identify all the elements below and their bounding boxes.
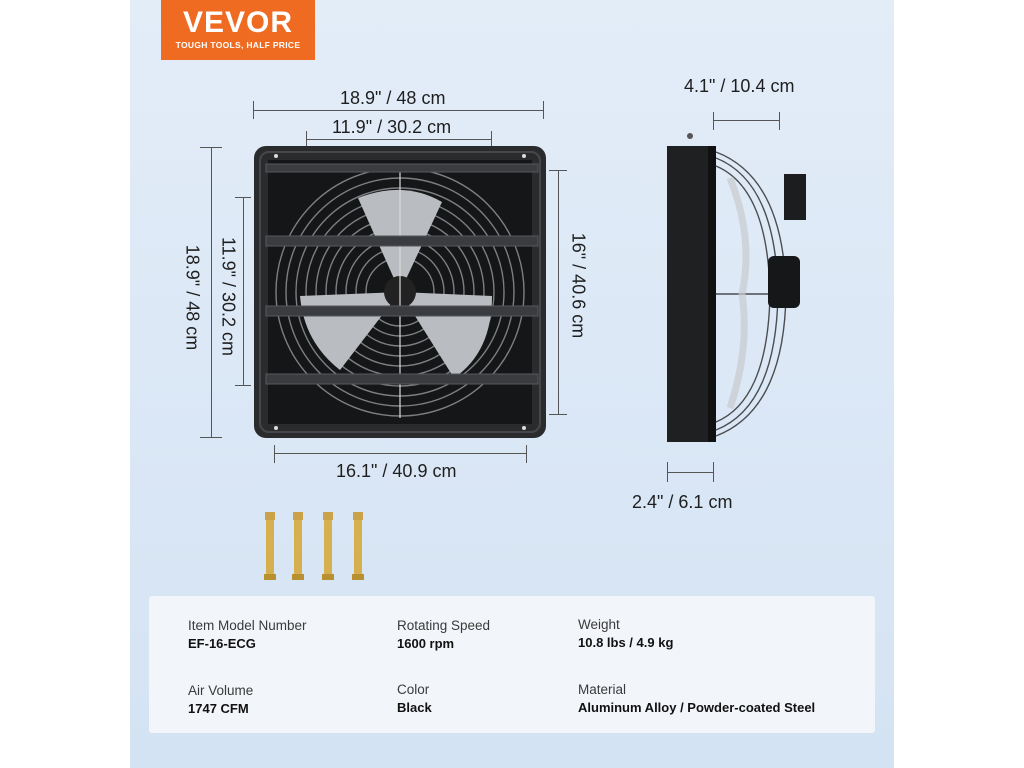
spec-value: 10.8 lbs / 4.9 kg: [578, 635, 674, 650]
spec-air-volume: [188, 682, 253, 718]
dim-total-height-label: 18.9" / 48 cm: [182, 244, 203, 351]
spec-label: Color: [397, 682, 430, 697]
anchor-bolt: [352, 512, 364, 580]
dim-side-depth-top-label: 4.1" / 10.4 cm: [684, 76, 795, 96]
dim-tick: [667, 462, 668, 482]
dim-tick: [526, 445, 527, 463]
spec-weight: [578, 616, 673, 652]
dim-tick: [306, 131, 307, 147]
dim-tick: [549, 414, 567, 415]
dim-opening-width-label: 16.1" / 40.9 cm: [336, 461, 457, 481]
dim-tick: [274, 445, 275, 463]
spec-color: [397, 681, 432, 717]
dim-line-total-height: [211, 147, 212, 437]
dim-line-side-depth-bottom: [667, 472, 713, 473]
dim-line-inner-width: [306, 139, 491, 140]
dim-line-opening-width: [274, 453, 526, 454]
dim-line-opening-height: [558, 170, 559, 414]
dim-inner-height-label: 11.9" / 30.2 cm: [218, 236, 239, 357]
spec-label: Weight: [578, 617, 620, 632]
anchor-bolt: [292, 512, 304, 580]
spec-speed: [397, 617, 490, 653]
spec-value: 1747 CFM: [188, 701, 249, 716]
spec-material: [578, 681, 815, 717]
spec-value: EF-16-ECG: [188, 636, 256, 651]
spec-label: Air Volume: [188, 683, 254, 698]
spec-value: Black: [397, 700, 432, 715]
dim-tick: [200, 147, 222, 148]
dim-tick: [543, 101, 544, 119]
dim-line-total-width: [253, 110, 544, 111]
brand-name: VEVOR: [182, 6, 294, 39]
anchor-bolt: [264, 512, 276, 580]
dim-tick: [253, 101, 254, 119]
dim-line-inner-height: [243, 197, 244, 385]
spec-card: [149, 596, 875, 733]
dim-tick: [549, 170, 567, 171]
spec-label: Material: [578, 682, 627, 697]
fan-front-view: [254, 146, 546, 438]
brand-logo: [161, 0, 315, 60]
dim-inner-width-label: 11.9" / 30.2 cm: [332, 117, 452, 137]
dim-side-depth-bottom-label: 2.4" / 6.1 cm: [632, 492, 733, 512]
spec-label: Item Model Number: [188, 618, 307, 633]
spec-model: [188, 617, 307, 653]
dim-tick: [713, 462, 714, 482]
dim-tick: [491, 131, 492, 147]
dim-tick: [200, 437, 222, 438]
spec-value: Aluminum Alloy / Powder-coated Steel: [578, 700, 816, 715]
fan-side-view: [660, 118, 810, 458]
brand-tagline: TOUGH TOOLS, HALF PRICE: [175, 40, 301, 50]
anchor-bolts-image: [252, 504, 382, 588]
dim-tick: [235, 385, 251, 386]
dim-opening-height-label: 16" / 40.6 cm: [568, 232, 589, 339]
spec-value: 1600 rpm: [397, 636, 455, 651]
dim-total-width-label: 18.9" / 48 cm: [340, 88, 446, 108]
dim-tick: [235, 197, 251, 198]
spec-label: Rotating Speed: [397, 618, 491, 633]
anchor-bolt: [322, 512, 334, 580]
